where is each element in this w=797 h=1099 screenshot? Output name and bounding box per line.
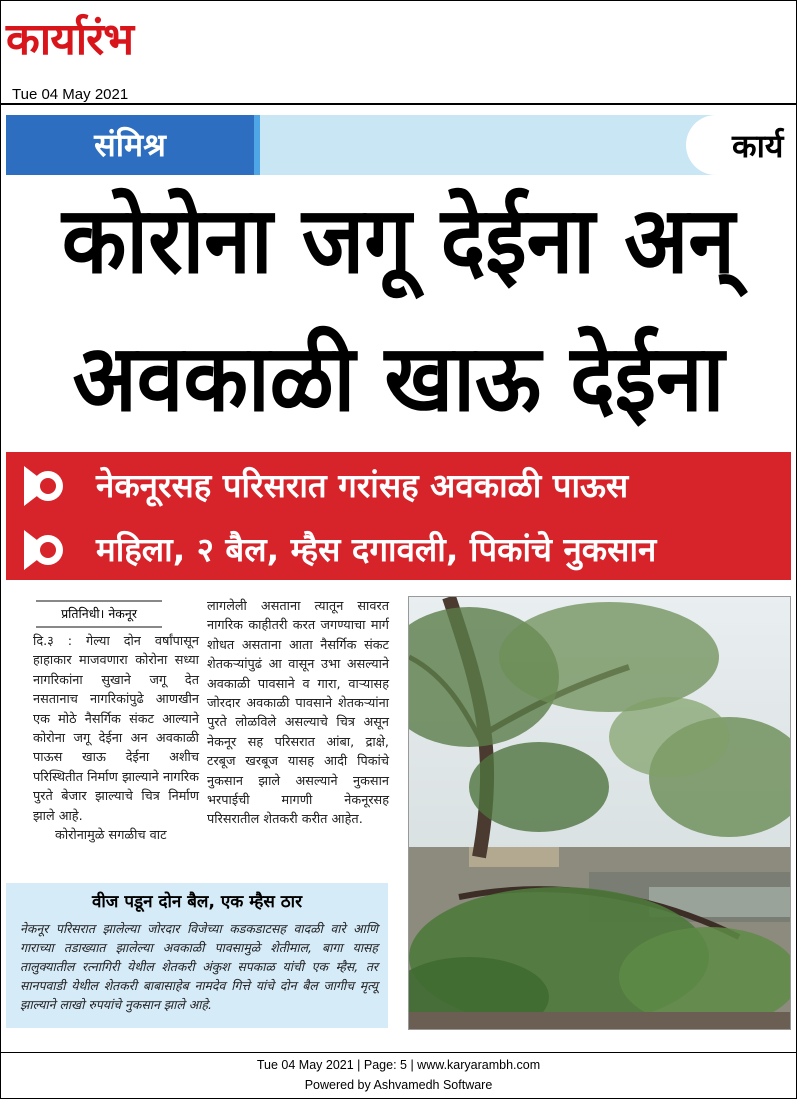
headline-line-2: अवकाळी खाऊ देईना	[72, 324, 725, 432]
article-paragraph: दि.३ : गेल्या दोन वर्षांपासून हाहाकार माजवणारा कोरोना सध्या नागरिकांना सुखाने जगू देत नसतानाच नागरिकांपुढे आणखीन एक मोठे नैसर्गिक संकट आल्याने कोरोना जगू देईना अन अवकाळी पाऊस खाऊ देईना अशीच परिस्थितीत निर्माण झाल्याने नागरिक पुरते बेजार झाल्याचे चित्र निर्माण झाले आहे.	[33, 634, 199, 824]
arrow-bullet-icon	[20, 524, 72, 576]
section-header	[6, 115, 791, 175]
byline: प्रतिनिधी। नेकनूर	[36, 600, 162, 628]
masthead-date: Tue 04 May 2021	[12, 86, 129, 103]
footer-divider	[0, 1052, 797, 1053]
masthead-divider	[0, 103, 797, 105]
subhead-line-1: नेकनूरसह परिसरात गरांसह अवकाळी पाऊस	[96, 466, 629, 505]
article-paragraph: कोरोनामुळे सगळीच वाट	[55, 828, 167, 844]
footer-powered-by: Powered by Ashvamedh Software	[304, 1078, 493, 1092]
article-column-1	[33, 632, 199, 845]
subhead-band	[6, 452, 791, 580]
sidebar-news-box	[6, 883, 388, 1028]
section-label: संमिश्र	[94, 126, 166, 164]
article-column-2	[207, 597, 389, 830]
article-paragraph: लागलेली असताना त्यातून सावरत नागरिक काहीतरी करत जगण्याचा मार्ग शोधत असताना आता नैसर्गिक संकट शेतकऱ्यांपुढं आ वासून उभा असल्याने अवकाळी पावसाने व गारा, वाऱ्यासह जोरदार अवकाळी पावसाने शेतकऱ्यांना पुरते लोळविले असल्याचे चित्र असून नेकनूर सह परिसरात आंबा, द्राक्षे, टरबूज खरबूज यासह आदी पिकांचे नुकसान झाले असल्याने नुकसान भरपाईची मागणी नेकनूरसह परिसरातील शेतकरी करीत आहेत.	[207, 599, 389, 828]
footer-page-info[interactable]: Tue 04 May 2021 | Page: 5 | www.karyarambh.com	[256, 1058, 541, 1072]
section-right-text: कार्य	[732, 127, 784, 165]
box-body: नेकनूर परिसरात झालेल्या जोरदार विजेच्या कडकडाटसह वादळी वारे आणि गाराच्या तडाख्यात झालेल्या अवकाळी पावसामुळे शेतीमाल, बागा यासह तालुक्यातील रत्नागिरी येथील शेतकरी अंकुश सपकाळ यांची एक म्हैस, तर सानपवाडी येथील शेतकरी बाबासाहेब नामदेव गित्ते यांचे दोन बैल जागीच मृत्यू झाल्याने लाखो रुपयांचे नुकसान झाले आहे.	[20, 921, 378, 1012]
headline-line-1: कोरोना जगू देईना अन्	[61, 186, 736, 294]
masthead-logo[interactable]: कार्यारंभ	[6, 14, 134, 65]
fallen-tree-photo	[408, 596, 791, 1030]
photo-illustration	[409, 597, 790, 1029]
arrow-bullet-icon	[20, 460, 72, 512]
box-title: वीज पडून दोन बैल, एक म्हैस ठार	[91, 892, 303, 912]
subhead-line-2: महिला, २ बैल, म्हैस दगावली, पिकांचे नुकसान	[96, 530, 657, 569]
